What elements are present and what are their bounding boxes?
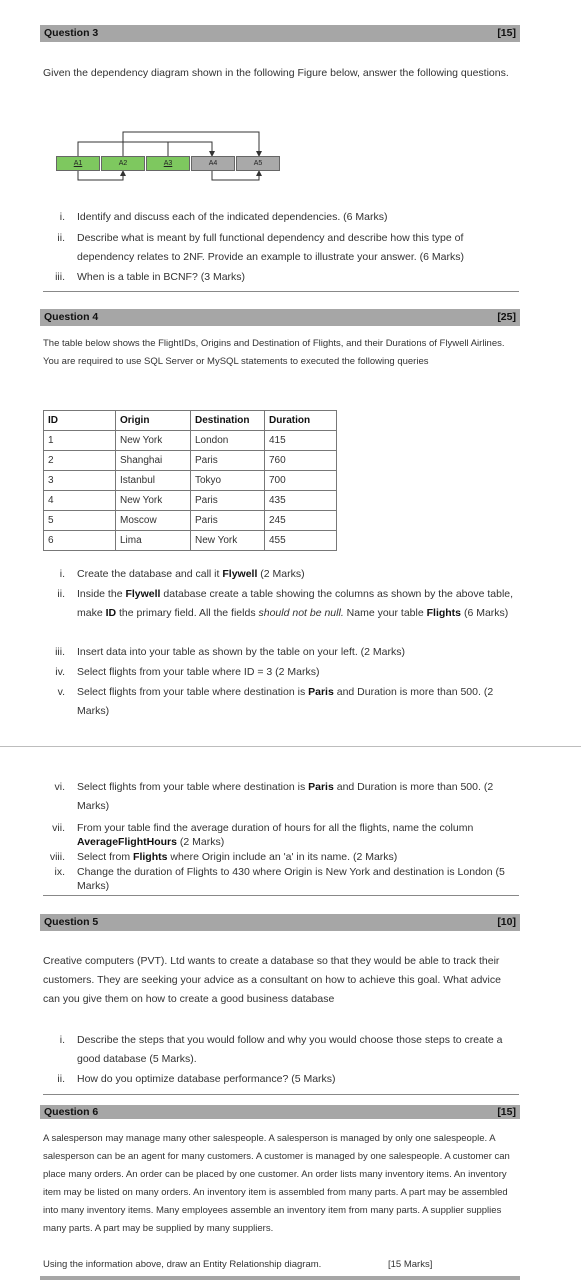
cell-origin: New York: [116, 431, 191, 451]
item-number: viii.: [49, 851, 65, 863]
question-5-title: Question 5: [44, 916, 99, 928]
cell-destination: Tokyo: [191, 471, 265, 491]
question-4-item-ii: [43, 585, 519, 623]
question-4-item-ix: [43, 865, 519, 893]
question-5-item-ii: [43, 1070, 519, 1089]
cell-duration: 760: [265, 451, 337, 471]
question-6-last-line: [43, 1256, 519, 1274]
item-text: Describe the steps that you would follow and why you would choose those steps to create a good database (5 Marks).: [77, 1034, 503, 1065]
item-number: iv.: [55, 666, 65, 678]
question-4-title: Question 4: [44, 311, 99, 323]
question-3-header: [40, 25, 520, 42]
item-text: Insert data into your table as shown by the table on your left. (2 Marks): [77, 646, 406, 658]
section-divider: [43, 1094, 519, 1095]
table-row: [44, 511, 337, 531]
item-text: When is a table in BCNF? (3 Marks): [77, 271, 246, 283]
question-3-item-iii: [43, 268, 519, 287]
column-header-origin: Origin: [116, 411, 191, 431]
cell-duration: 415: [265, 431, 337, 451]
question-4-item-v: [43, 683, 519, 721]
question-3-item-ii: [43, 229, 519, 267]
item-number: v.: [57, 686, 65, 698]
cell-destination: New York: [191, 531, 265, 551]
bottom-bar: [40, 1276, 520, 1280]
attribute-a5: A5: [236, 156, 280, 171]
item-number: vi.: [54, 781, 65, 793]
section-divider: [43, 895, 519, 896]
attribute-a1: A1: [56, 156, 100, 171]
item-text: Select flights from your table where destination is Paris and Duration is more than 500. (2 Marks): [77, 781, 494, 812]
question-3-intro: Given the dependency diagram shown in the following Figure below, answer the following questions.: [43, 67, 509, 79]
table-header-row: [44, 411, 337, 431]
question-4-header: [40, 309, 520, 326]
item-text: Identify and discuss each of the indicated dependencies. (6 Marks): [77, 211, 388, 223]
cell-duration: 455: [265, 531, 337, 551]
table-row: [44, 491, 337, 511]
item-number: iii.: [55, 271, 65, 283]
item-number: iii.: [55, 646, 65, 658]
question-6-marks: [15]: [497, 1106, 516, 1118]
cell-id: 5: [44, 511, 116, 531]
column-header-duration: Duration: [265, 411, 337, 431]
question-4-item-iii: [43, 643, 519, 662]
question-4-intro: The table below shows the FlightIDs, Origins and Destination of Flights, and their Durations of Flywell Airlines. You are required to use SQL Server or MySQL statements to executed the following queries: [43, 338, 505, 367]
question-6-instruction-marks: [15 Marks]: [388, 1259, 433, 1270]
item-text: Inside the Flywell database create a table showing the columns as shown by the above table, make ID the primary field. All the fields should not be null. Name your table Flights (6 Marks): [77, 588, 514, 619]
item-text: How do you optimize database performance? (5 Marks): [77, 1073, 336, 1085]
question-6-header: [40, 1105, 520, 1119]
question-5-item-i: [43, 1031, 519, 1069]
table-row: [44, 451, 337, 471]
cell-duration: 245: [265, 511, 337, 531]
item-text: Describe what is meant by full functional dependency and describe how this type of dependency relates to 2NF. Provide an example to illustrate your answer. (6 Marks): [77, 232, 464, 263]
question-4-marks: [25]: [497, 311, 516, 323]
cell-duration: 435: [265, 491, 337, 511]
column-header-destination: Destination: [191, 411, 265, 431]
table-row: [44, 431, 337, 451]
cell-id: 3: [44, 471, 116, 491]
cell-duration: 700: [265, 471, 337, 491]
item-text: Create the database and call it Flywell (2 Marks): [77, 568, 305, 580]
item-number: ii.: [57, 232, 65, 244]
cell-origin: New York: [116, 491, 191, 511]
item-number: i.: [59, 211, 65, 223]
item-text: Select flights from your table where ID = 3 (2 Marks): [77, 666, 320, 678]
question-4-item-vii: [43, 821, 519, 849]
question-5-marks: [10]: [497, 916, 516, 928]
table-row: [44, 531, 337, 551]
item-text: From your table find the average duration of hours for all the flights, name the column AverageFlightHours (2 Marks): [77, 822, 474, 848]
cell-id: 2: [44, 451, 116, 471]
attribute-a4: A4: [191, 156, 235, 171]
cell-id: 4: [44, 491, 116, 511]
question-5-header: [40, 914, 520, 931]
cell-destination: Paris: [191, 491, 265, 511]
cell-destination: London: [191, 431, 265, 451]
question-5-intro: Creative computers (PVT). Ltd wants to create a database so that they would be able to track their customers. They are seeking your advice as a consultant on how to achieve this goal. What advice can you give them on how to create a good business database: [43, 955, 501, 1005]
question-4-item-viii: [43, 850, 519, 864]
item-number: vii.: [52, 822, 65, 834]
column-header-id: ID: [44, 411, 116, 431]
question-4-item-iv: [43, 663, 519, 682]
question-6-title: Question 6: [44, 1106, 99, 1118]
cell-destination: Paris: [191, 511, 265, 531]
item-text: Select flights from your table where destination is Paris and Duration is more than 500. (2 Marks): [77, 686, 494, 717]
cell-origin: Moscow: [116, 511, 191, 531]
item-number: ii.: [57, 588, 65, 600]
item-text: Select from Flights where Origin include an 'a' in its name. (2 Marks): [77, 851, 398, 863]
item-number: i.: [59, 1034, 65, 1046]
item-number: ii.: [57, 1073, 65, 1085]
question-3-item-i: [43, 208, 519, 227]
cell-id: 6: [44, 531, 116, 551]
item-text: Change the duration of Flights to 430 where Origin is New York and destination is London (5 Marks): [77, 866, 505, 892]
table-row: [44, 471, 337, 491]
item-number: ix.: [54, 866, 65, 878]
attribute-a2: A2: [101, 156, 145, 171]
cell-id: 1: [44, 431, 116, 451]
cell-origin: Shanghai: [116, 451, 191, 471]
cell-destination: Paris: [191, 451, 265, 471]
attribute-a3: A3: [146, 156, 190, 171]
page-break-top-line: [0, 746, 581, 747]
section-divider: [43, 291, 519, 292]
item-number: i.: [59, 568, 65, 580]
question-4-item-vi: [43, 778, 519, 816]
dependency-diagram: [56, 128, 284, 184]
question-6-intro: A salesperson may manage many other salespeople. A salesperson is managed by only one salespeople. A salesperson can be an agent for many customers. A customer is managed by one salespeople. A customer can place many orders. An order can be placed by one customer. An order lists many inventory items. An inventory item may be listed on many orders. An inventory item is assembled from many parts. A part may be assembled into many inventory items. Many employees assemble an inventory item from many parts. A supplier supplies many parts. A part may be supplied by many suppliers.: [43, 1133, 510, 1234]
question-3-title: Question 3: [44, 27, 99, 39]
question-3-marks: [15]: [497, 27, 516, 39]
cell-origin: Lima: [116, 531, 191, 551]
question-4-item-i: [43, 565, 519, 584]
cell-origin: Istanbul: [116, 471, 191, 491]
question-6-instruction: Using the information above, draw an Entity Relationship diagram.: [43, 1259, 322, 1270]
flights-table: [43, 410, 337, 551]
